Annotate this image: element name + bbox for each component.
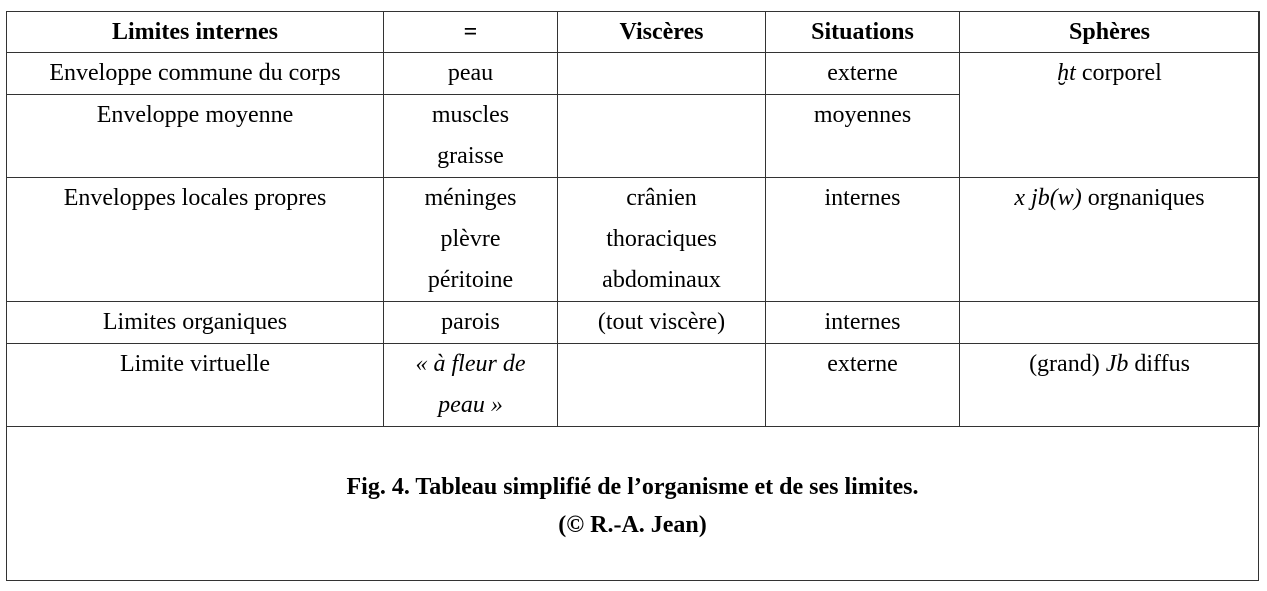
visceres-cell [558, 344, 766, 427]
table-row [7, 53, 1260, 95]
header-spheres: Sphères [960, 12, 1260, 53]
limit-cell: Limites organiques [7, 302, 384, 344]
header-equals: = [384, 12, 558, 53]
limit-cell: Limite virtuelle [7, 344, 384, 427]
caption-title: Fig. 4. Tableau simplifié de l’organisme et de ses limites. [346, 474, 919, 500]
sphere-cell-jb-diffus: (grand) Jb diffus [960, 344, 1260, 427]
sphere-cell-ht-corporel: ḫt corporel [960, 53, 1260, 178]
equivalent-cell: muscles graisse [384, 95, 558, 178]
caption-credit: (© R.-A. Jean) [558, 512, 707, 538]
table-row [7, 344, 1260, 427]
equivalent-cell: parois [384, 302, 558, 344]
equivalent-cell: méninges plèvre péritoine [384, 178, 558, 302]
sphere-cell-jbw-organiques: x jb(w) orgnaniques [960, 178, 1260, 302]
header-visceres: Viscères [558, 12, 766, 53]
header-limites-internes: Limites internes [7, 12, 384, 53]
sphere-cell-empty [960, 302, 1260, 344]
table-row [7, 302, 1260, 344]
limit-cell: Enveloppe commune du corps [7, 53, 384, 95]
equivalent-cell: peau [384, 53, 558, 95]
limit-cell: Enveloppe moyenne [7, 95, 384, 178]
situation-cell: moyennes [766, 95, 960, 178]
visceres-cell: (tout viscère) [558, 302, 766, 344]
visceres-cell [558, 53, 766, 95]
situation-cell: externe [766, 344, 960, 427]
limit-cell: Enveloppes locales propres [7, 178, 384, 302]
header-row [7, 12, 1260, 53]
situation-cell: externe [766, 53, 960, 95]
figure-caption [6, 468, 1259, 544]
situation-cell: internes [766, 178, 960, 302]
visceres-cell [558, 95, 766, 178]
visceres-cell: crânien thoraciques abdominaux [558, 178, 766, 302]
header-situations: Situations [766, 12, 960, 53]
organism-table [6, 11, 1260, 427]
situation-cell: internes [766, 302, 960, 344]
table-row [7, 178, 1260, 302]
equivalent-cell: « à fleur de peau » [384, 344, 558, 427]
